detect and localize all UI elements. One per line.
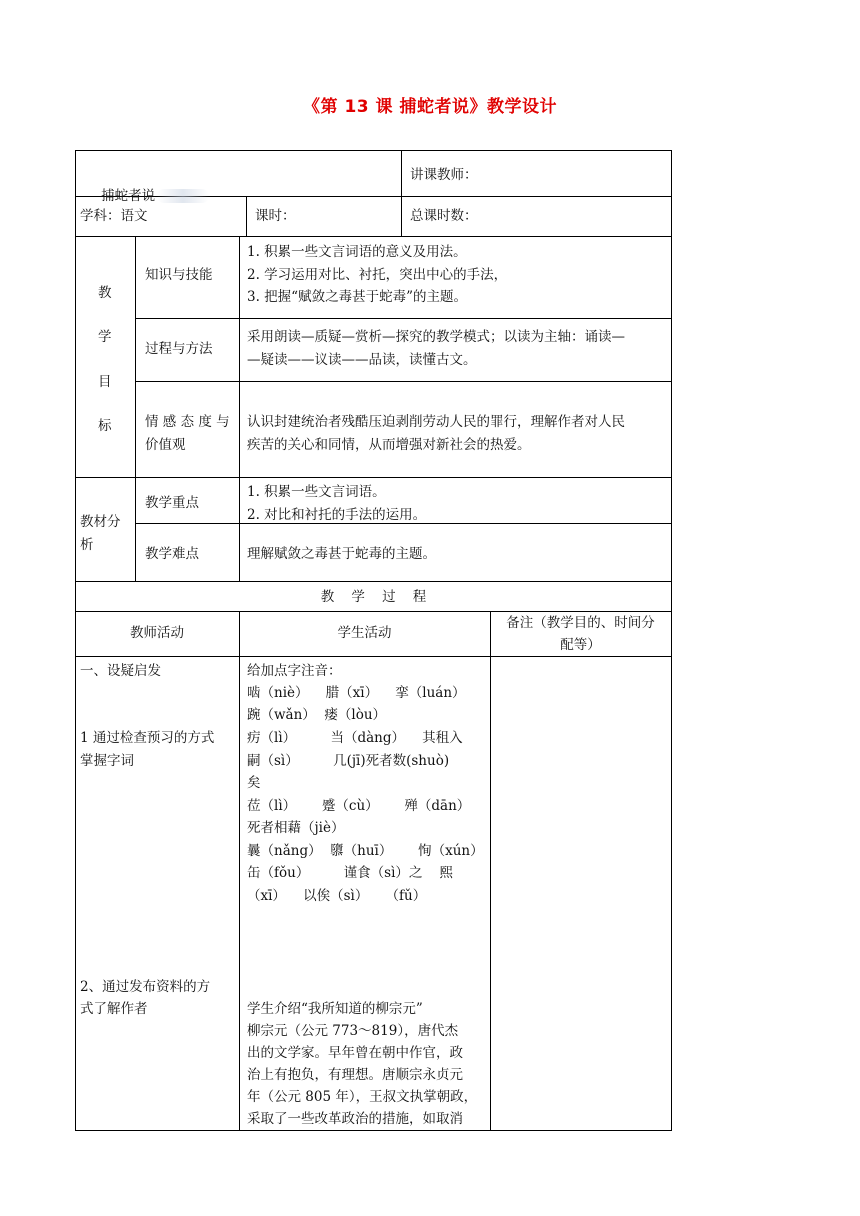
column-header-notes: 配等） <box>560 637 601 653</box>
knowledge-item: 1. 积累一些文言词语的意义及用法。 <box>247 244 467 260</box>
blurred-mark <box>157 189 209 203</box>
table-rule <box>490 611 491 1131</box>
author-intro-line: 出的文学家。早年曾在朝中作官，政 <box>247 1045 463 1061</box>
author-intro-line: 年（公元 805 年），王叔文执掌朝政， <box>247 1089 478 1105</box>
teacher-step-1-sub: 掌握字词 <box>80 753 134 769</box>
table-rule <box>401 150 402 236</box>
process-label: 过程与方法 <box>145 341 213 357</box>
column-header-student: 学生活动 <box>337 625 392 641</box>
process-text-line: 采用朗读—质疑—赏析—探究的教学模式；以读为主轴：诵读— <box>247 329 625 345</box>
author-intro-line: 学生介绍“我所知道的柳宗元” <box>247 1001 423 1017</box>
teacher-step-1-sub: 1 通过检查预习的方式 <box>80 730 215 746</box>
knowledge-label: 知识与技能 <box>145 267 213 283</box>
objectives-label-char: 学 <box>98 329 112 345</box>
process-text-line: —疑读——议读——品读，读懂古文。 <box>247 352 477 368</box>
key-point-item: 1. 积累一些文言词语。 <box>247 484 386 500</box>
teacher-step-2: 式了解作者 <box>80 1001 148 1017</box>
pinyin-line: 曩（nǎng） 隳（huī） 恂（xún） <box>247 843 484 859</box>
pinyin-line: 啮（niè） 腊（xī） 挛（luán） <box>247 685 466 701</box>
pinyin-line: 莅（lì） 蹙（cù） 殚（dān） <box>247 798 471 814</box>
pinyin-line: 给加点字注音： <box>247 663 342 679</box>
objectives-label-char: 教 <box>98 285 112 301</box>
emotion-label: 情 感 态 度 与 <box>145 414 230 430</box>
knowledge-item: 2. 学习运用对比、衬托，突出中心的手法， <box>247 267 508 283</box>
objectives-label-char: 标 <box>98 418 112 434</box>
emotion-text-line: 疾苦的关心和同情，从而增强对新社会的热爱。 <box>247 437 531 453</box>
column-header-teacher: 教师活动 <box>130 625 184 641</box>
table-rule <box>671 150 672 1131</box>
teacher-step-2: 2、通过发布资料的方 <box>80 979 211 995</box>
pinyin-line: 踠（wǎn） 瘘（lòu） <box>247 707 387 723</box>
pinyin-line: 疠（lì） 当（dàng） 其租入 <box>247 730 463 746</box>
key-points-label: 教学重点 <box>145 495 199 511</box>
author-intro-line: 柳宗元（公元 773～819），唐代杰 <box>247 1023 459 1039</box>
emotion-text-line: 认识封建统治者残酷压迫剥削劳动人民的罪行，理解作者对人民 <box>247 414 625 430</box>
teacher-label: 讲课教师： <box>410 167 478 183</box>
pinyin-line: 嗣（sì） 几(jī)死者数(shuò) <box>247 753 450 769</box>
table-rule <box>75 477 672 478</box>
column-header-notes: 备注（教学目的、时间分 <box>506 615 655 631</box>
hours-label: 课时： <box>255 208 296 224</box>
table-rule <box>246 196 247 236</box>
subject-label: 学科：语文 <box>80 208 148 224</box>
table-rule <box>135 381 672 382</box>
knowledge-item: 3. 把握“赋敛之毒甚于蛇毒”的主题。 <box>247 289 467 305</box>
materials-label: 析 <box>80 537 94 553</box>
pinyin-line: （xī） 以俟（sì） （fǔ） <box>247 888 427 904</box>
author-intro-line: 治上有抱负，有理想。唐顺宗永贞元 <box>247 1067 463 1083</box>
table-rule <box>239 611 240 1131</box>
table-rule <box>135 236 136 581</box>
materials-label: 教材分 <box>80 514 121 530</box>
teacher-step-1: 一、设疑启发 <box>80 663 161 679</box>
table-rule <box>75 150 672 151</box>
pinyin-line: 死者相藉（jiè） <box>247 820 345 836</box>
document-title: 《第 13 课 捕蛇者说》教学设计 <box>303 97 557 117</box>
table-rule <box>239 236 240 581</box>
pinyin-line: 矣 <box>247 775 261 791</box>
process-section-title: 教 学 过 程 <box>320 589 427 605</box>
difficulties-label: 教学难点 <box>145 546 199 562</box>
objectives-label-char: 目 <box>98 374 112 390</box>
table-rule <box>75 236 672 237</box>
key-point-item: 2. 对比和衬托的手法的运用。 <box>247 507 427 523</box>
table-rule <box>135 318 672 319</box>
emotion-label: 价值观 <box>145 437 186 453</box>
pinyin-line: 缶（fǒu） 谨食（sì）之 熙 <box>247 865 454 881</box>
lesson-name: 捕蛇者说 <box>84 162 209 230</box>
difficulties-text: 理解赋敛之毒甚于蛇毒的主题。 <box>247 546 436 562</box>
table-rule <box>75 581 672 582</box>
author-intro-line: 采取了一些改革政治的措施，如取消 <box>247 1111 463 1127</box>
total-hours-label: 总课时数： <box>410 208 478 224</box>
